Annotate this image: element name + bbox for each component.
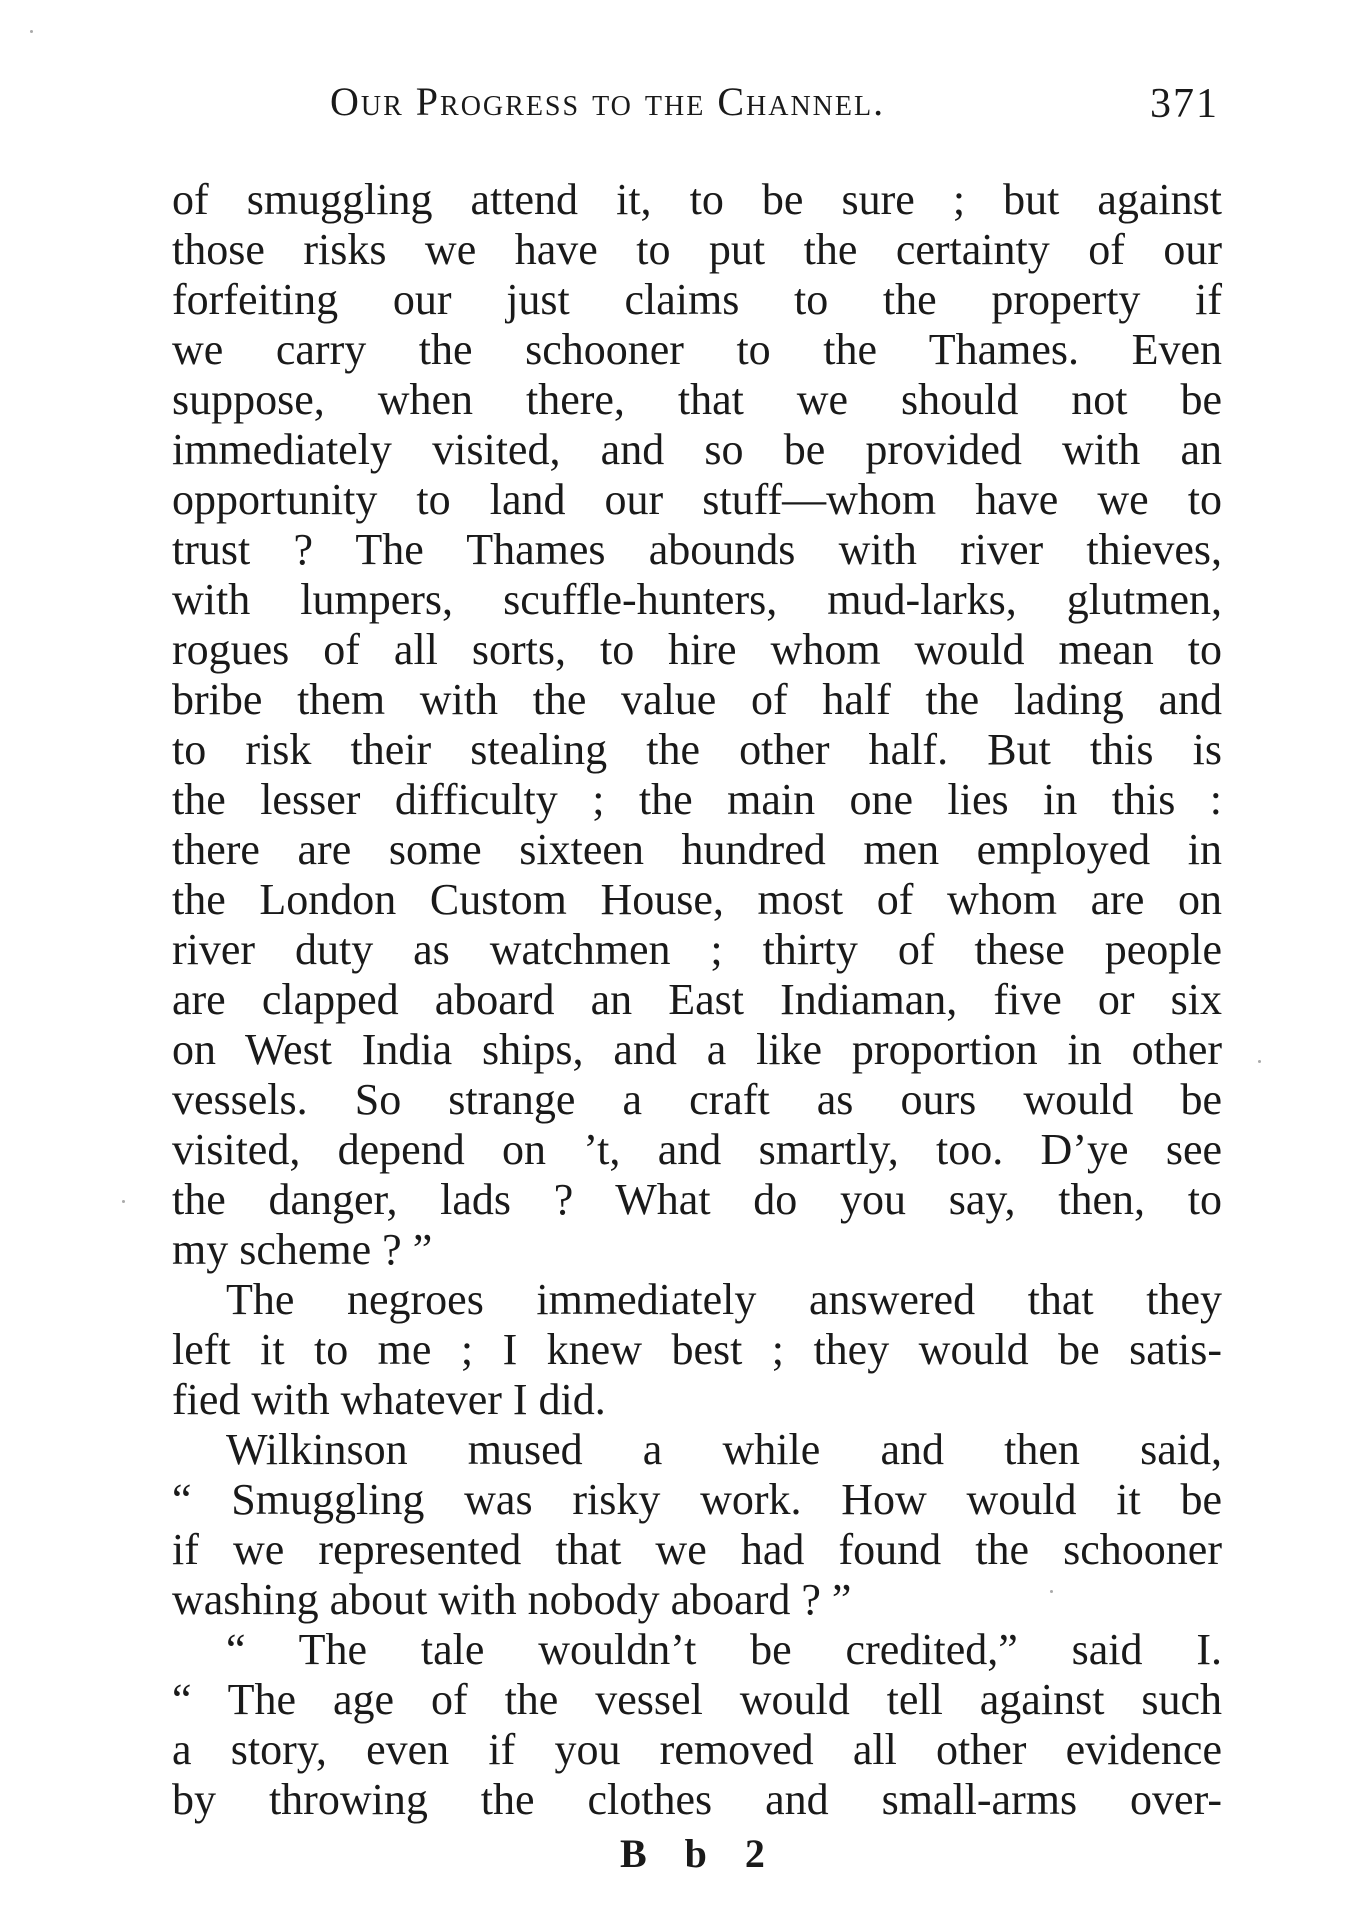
text-line: of smuggling attend it, to be sure ; but against — [172, 175, 1222, 224]
text-line: the danger, lads ? What do you say, then, to — [172, 1175, 1222, 1224]
text-line: immediately visited, and so be provided with an — [172, 425, 1222, 474]
text-line: are clapped aboard an East Indiaman, five or six — [172, 975, 1222, 1024]
paragraph-start-line: The negroes immediately answered that they — [226, 1275, 1222, 1324]
text-line: visited, depend on ’t, and smartly, too. D’ye see — [172, 1125, 1222, 1174]
paragraph-start-line: Wilkinson mused a while and then said, — [226, 1425, 1222, 1474]
text-line: there are some sixteen hundred men employed in — [172, 825, 1222, 874]
paragraph-start-line: “ The tale wouldn’t be credited,” said I. — [226, 1625, 1222, 1674]
text-line: opportunity to land our stuff—whom have we to — [172, 475, 1222, 524]
text-line: on West India ships, and a like proportion in other — [172, 1025, 1222, 1074]
text-line: we carry the schooner to the Thames. Even — [172, 325, 1222, 374]
text-line: washing about with nobody aboard ? ” — [172, 1575, 852, 1624]
paper-speck — [30, 30, 33, 33]
text-line: “ Smuggling was risky work. How would it be — [172, 1475, 1222, 1524]
signature-mark: B b 2 — [620, 1831, 779, 1876]
text-line: the London Custom House, most of whom are on — [172, 875, 1222, 924]
text-line: suppose, when there, that we should not be — [172, 375, 1222, 424]
text-line: with lumpers, scuffle-hunters, mud-larks, glutmen, — [172, 575, 1222, 624]
body-text — [172, 175, 1222, 1825]
text-line: left it to me ; I knew best ; they would be satis- — [172, 1325, 1222, 1374]
running-head — [330, 78, 1230, 138]
text-line: vessels. So strange a craft as ours would be — [172, 1075, 1222, 1124]
paper-speck — [1258, 1060, 1261, 1063]
text-line: if we represented that we had found the schooner — [172, 1525, 1222, 1574]
text-line: bribe them with the value of half the lading and — [172, 675, 1222, 724]
text-line: trust ? The Thames abounds with river thieves, — [172, 525, 1222, 574]
text-line: a story, even if you removed all other evidence — [172, 1725, 1222, 1774]
running-title: Our Progress to the Channel. — [330, 79, 886, 124]
text-line: the lesser difficulty ; the main one lies in this : — [172, 775, 1222, 824]
text-line: those risks we have to put the certainty of our — [172, 225, 1222, 274]
text-line: river duty as watchmen ; thirty of these people — [172, 925, 1222, 974]
text-line: my scheme ? ” — [172, 1225, 433, 1274]
paper-speck — [122, 1200, 125, 1203]
text-line: to risk their stealing the other half. But this is — [172, 725, 1222, 774]
text-line: by throwing the clothes and small-arms over- — [172, 1775, 1222, 1824]
page-number: 371 — [1150, 81, 1219, 127]
paper-speck — [1050, 1590, 1053, 1593]
text-line: “ The age of the vessel would tell against such — [172, 1675, 1222, 1724]
text-line: forfeiting our just claims to the property if — [172, 275, 1222, 324]
text-line: fied with whatever I did. — [172, 1375, 606, 1424]
text-line: rogues of all sorts, to hire whom would mean to — [172, 625, 1222, 674]
